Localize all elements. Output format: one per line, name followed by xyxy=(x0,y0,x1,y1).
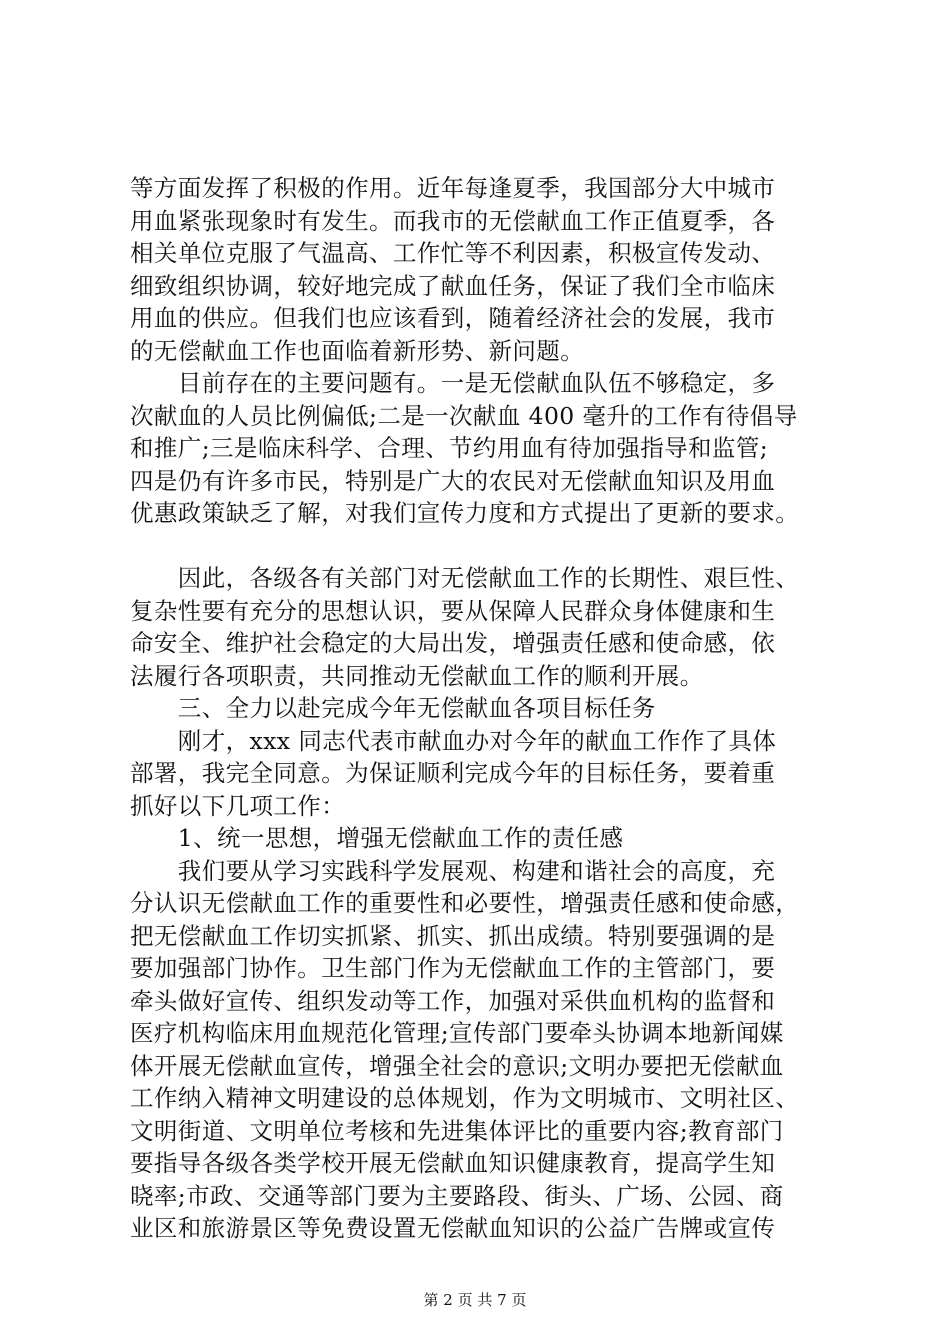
text-line: 的无偿献血工作也面临着新形势、新问题。 xyxy=(130,336,585,365)
text-line: 用血的供应。但我们也应该看到，随着经济社会的发展，我市 xyxy=(130,304,776,332)
text-line: 用血紧张现象时有发生。而我市的无偿献血工作正值夏季，各 xyxy=(130,206,776,235)
text-line: 相关单位克服了气温高、工作忙等不利因素，积极宣传发动、 xyxy=(130,239,776,267)
text-line: 分认识无偿献血工作的重要性和必要性，增强责任感和使命感， xyxy=(130,889,800,917)
text-line: 次献血的人员比例偏低;二是一次献血 400 毫升的工作有待倡导 xyxy=(130,401,798,430)
text-line: 要加强部门协作。卫生部门作为无偿献血工作的主管部门，要 xyxy=(130,954,776,982)
text-line: 医疗机构临床用血规范化管理;宣传部门要牵头协调本地新闻媒 xyxy=(130,1019,784,1047)
text-line: 业区和旅游景区等免费设置无偿献血知识的公益广告牌或宣传 xyxy=(130,1214,776,1242)
text-line: 四是仍有许多市民，特别是广大的农民对无偿献血知识及用血 xyxy=(130,466,776,495)
text-line: 因此，各级各有关部门对无偿献血工作的长期性、艰巨性、 xyxy=(130,564,800,592)
text-line: 把无偿献血工作切实抓紧、抓实、抓出成绩。特别要强调的是 xyxy=(130,921,776,950)
text-line: 要指导各级各类学校开展无偿献血知识健康教育，提高学生知 xyxy=(130,1149,776,1177)
text-line: 和推广;三是临床科学、合理、节约用血有待加强指导和监管; xyxy=(130,434,769,462)
text-line: 晓率;市政、交通等部门要为主要路段、街头、广场、公园、商 xyxy=(130,1181,784,1210)
text-line: 1、统一思想，增强无偿献血工作的责任感 xyxy=(130,824,624,852)
text-line: 文明街道、文明单位考核和先进集体评比的重要内容;教育部门 xyxy=(130,1116,784,1145)
text-line xyxy=(130,529,830,563)
text-line: 工作纳入精神文明建设的总体规划，作为文明城市、文明社区、 xyxy=(130,1084,800,1112)
text-line: 优惠政策缺乏了解，对我们宣传力度和方式提出了更新的要求。 xyxy=(130,499,800,527)
text-line: 体开展无偿献血宣传，增强全社会的意识;文明办要把无偿献血 xyxy=(130,1051,784,1080)
page-footer: 第 2 页 共 7 页 xyxy=(423,1291,527,1309)
text-line: 复杂性要有充分的思想认识，要从保障人民群众身体健康和生 xyxy=(130,596,776,625)
text-line: 命安全、维护社会稳定的大局出发，增强责任感和使命感，依 xyxy=(130,629,776,657)
text-line: 等方面发挥了积极的作用。近年每逢夏季，我国部分大中城市 xyxy=(130,174,776,202)
text-line: 细致组织协调，较好地完成了献血任务，保证了我们全市临床 xyxy=(130,271,776,300)
text-line: 法履行各项职责，共同推动无偿献血工作的顺利开展。 xyxy=(130,661,704,690)
text-line: 三、全力以赴完成今年无偿献血各项目标任务 xyxy=(130,694,656,722)
text-line: 目前存在的主要问题有。一是无偿献血队伍不够稳定，多 xyxy=(130,369,776,397)
text-line: 牵头做好宣传、组织发动等工作，加强对采供血机构的监督和 xyxy=(130,986,776,1015)
text-line: 刚才，xxx 同志代表市献血办对今年的献血工作作了具体 xyxy=(130,726,777,755)
text-line: 部署，我完全同意。为保证顺利完成今年的目标任务，要着重 xyxy=(130,759,776,787)
text-line: 抓好以下几项工作： xyxy=(130,791,346,820)
text-line: 我们要从学习实践科学发展观、构建和谐社会的高度，充 xyxy=(130,856,776,885)
